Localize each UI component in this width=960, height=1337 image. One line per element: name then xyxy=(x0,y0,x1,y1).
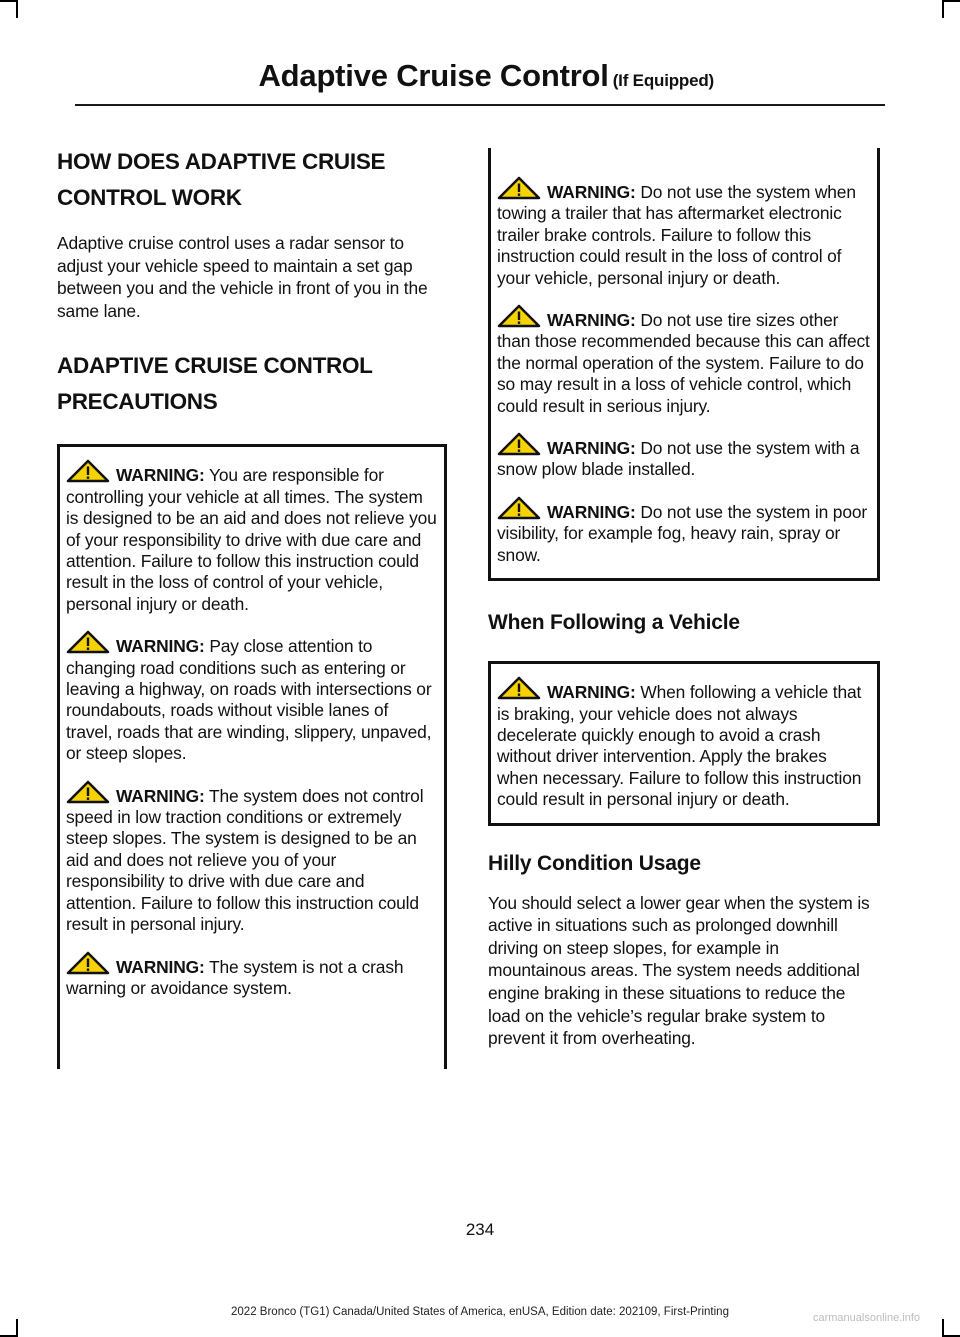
heading-line: ADAPTIVE CRUISE CONTROL xyxy=(57,353,373,379)
warning-text: You are responsible for controlling your vehicle at all times. The system is designed to be an aid and does not relieve you of your responsibility to drive with due care and attention. Failure to follow this instruction could result in the loss of control of your vehicle, personal injury or death. xyxy=(66,465,437,614)
warning-item xyxy=(497,432,871,481)
header-title-suffix: (If Equipped) xyxy=(612,71,714,90)
header-rule xyxy=(75,104,885,106)
crop-mark-top-right xyxy=(944,0,960,2)
warning-text: Do not use the system with a snow plow blade installed. xyxy=(497,438,860,480)
warning-item xyxy=(66,780,438,936)
crop-mark-top-right-v xyxy=(942,0,944,18)
heading-line: CONTROL WORK xyxy=(57,185,242,210)
warning-text: Do not use the system when towing a trailer that has aftermarket electronic trailer brake controls. Failure to follow this instruction could result in the loss of control of your vehicle, personal injury or death. xyxy=(497,182,856,288)
warning-box-following xyxy=(488,661,880,825)
watermark: carmanualsonline.info xyxy=(812,1312,920,1324)
warning-triangle-icon xyxy=(497,676,541,700)
warning-item xyxy=(66,630,438,764)
left-column xyxy=(57,144,447,1069)
warning-text: The system does not control speed in low traction conditions or extremely steep slopes. The system is designed to be an aid and does not relieve you of your responsibility to drive with due care and attention. Failure to follow this instruction could result in personal injury. xyxy=(66,785,424,935)
warning-label: WARNING: xyxy=(547,438,636,459)
warning-label: WARNING: xyxy=(547,310,636,331)
warning-label: WARNING: xyxy=(547,182,636,202)
crop-mark-bottom-left-v xyxy=(16,1319,18,1337)
page-number: 234 xyxy=(465,1220,495,1239)
heading-line: HOW DOES ADAPTIVE CRUISE xyxy=(57,149,386,174)
warning-triangle-icon xyxy=(497,304,541,328)
warning-item xyxy=(497,496,871,566)
warning-item xyxy=(66,951,438,1000)
intro-paragraph: Adaptive cruise control uses a radar sensor to adjust your vehicle speed to maintain a set gap between you and the vehicle in front of you in the same lane. xyxy=(57,233,428,321)
warning-triangle-icon xyxy=(497,176,541,200)
warning-triangle-icon xyxy=(497,496,541,520)
heading-line: PRECAUTIONS xyxy=(57,389,218,415)
crop-mark-top-left-v xyxy=(16,0,18,18)
edition-footer: 2022 Bronco (TG1) Canada/United States of America, enUSA, Edition date: 202109, First-Printing xyxy=(231,1306,729,1318)
page-header-title xyxy=(258,58,714,94)
warning-text: Pay close attention to changing road conditions such as entering or leaving a highway, on roads with intersections or roundabouts, roads without visible lanes of travel, roads that are winding, slippery, unpaved, or steep slopes. xyxy=(66,636,432,764)
right-column xyxy=(488,148,880,1050)
section-heading-how-it-works xyxy=(57,144,447,216)
warning-label: WARNING: xyxy=(116,956,205,977)
warning-triangle-icon xyxy=(66,780,110,804)
warning-item xyxy=(497,176,871,289)
warning-label: WARNING: xyxy=(116,785,205,806)
warning-label: WARNING: xyxy=(116,465,205,486)
warning-triangle-icon xyxy=(66,951,110,975)
warning-item xyxy=(66,459,438,615)
warning-box-precautions xyxy=(57,444,447,1069)
warning-text: Do not use the system in poor visibility, for example fog, heavy rain, spray or snow. xyxy=(497,501,868,565)
warning-label: WARNING: xyxy=(547,682,636,703)
warning-box-continued xyxy=(488,148,880,581)
warning-triangle-icon xyxy=(66,630,110,654)
warning-text: The system is not a crash warning or avoidance system. xyxy=(66,956,404,998)
warning-text: When following a vehicle that is braking, your vehicle does not always decelerate quickly enough to avoid a crash without driver intervention. Apply the brakes when necessary. Failure to follow this instruction could result in personal injury or death. xyxy=(497,682,862,810)
warning-item xyxy=(497,676,871,810)
warning-label: WARNING: xyxy=(116,636,205,657)
crop-mark-top-left xyxy=(0,0,16,2)
subheading-following-vehicle: When Following a Vehicle xyxy=(488,611,740,635)
warning-triangle-icon xyxy=(66,459,110,483)
header-title-text: Adaptive Cruise Control xyxy=(258,58,609,93)
warning-item xyxy=(497,304,871,417)
warning-triangle-icon xyxy=(497,432,541,456)
crop-mark-bottom-right-v xyxy=(942,1319,944,1337)
hilly-paragraph: You should select a lower gear when the system is active in situations such as prolonged downhill driving on steep slopes, for example in mountainous areas. The system needs additional engine braking in these situations to reduce the load on the vehicle’s regular brake system to prevent it from overheating. xyxy=(488,892,870,1049)
warning-label: WARNING: xyxy=(547,501,636,522)
subheading-hilly-condition: Hilly Condition Usage xyxy=(488,851,701,875)
warning-text: Do not use tire sizes other than those recommended because this can affect the normal operation of the system. Failure to do so may result in a loss of vehicle control, which could result in serious injury. xyxy=(497,310,870,416)
section-heading-precautions xyxy=(57,348,447,420)
